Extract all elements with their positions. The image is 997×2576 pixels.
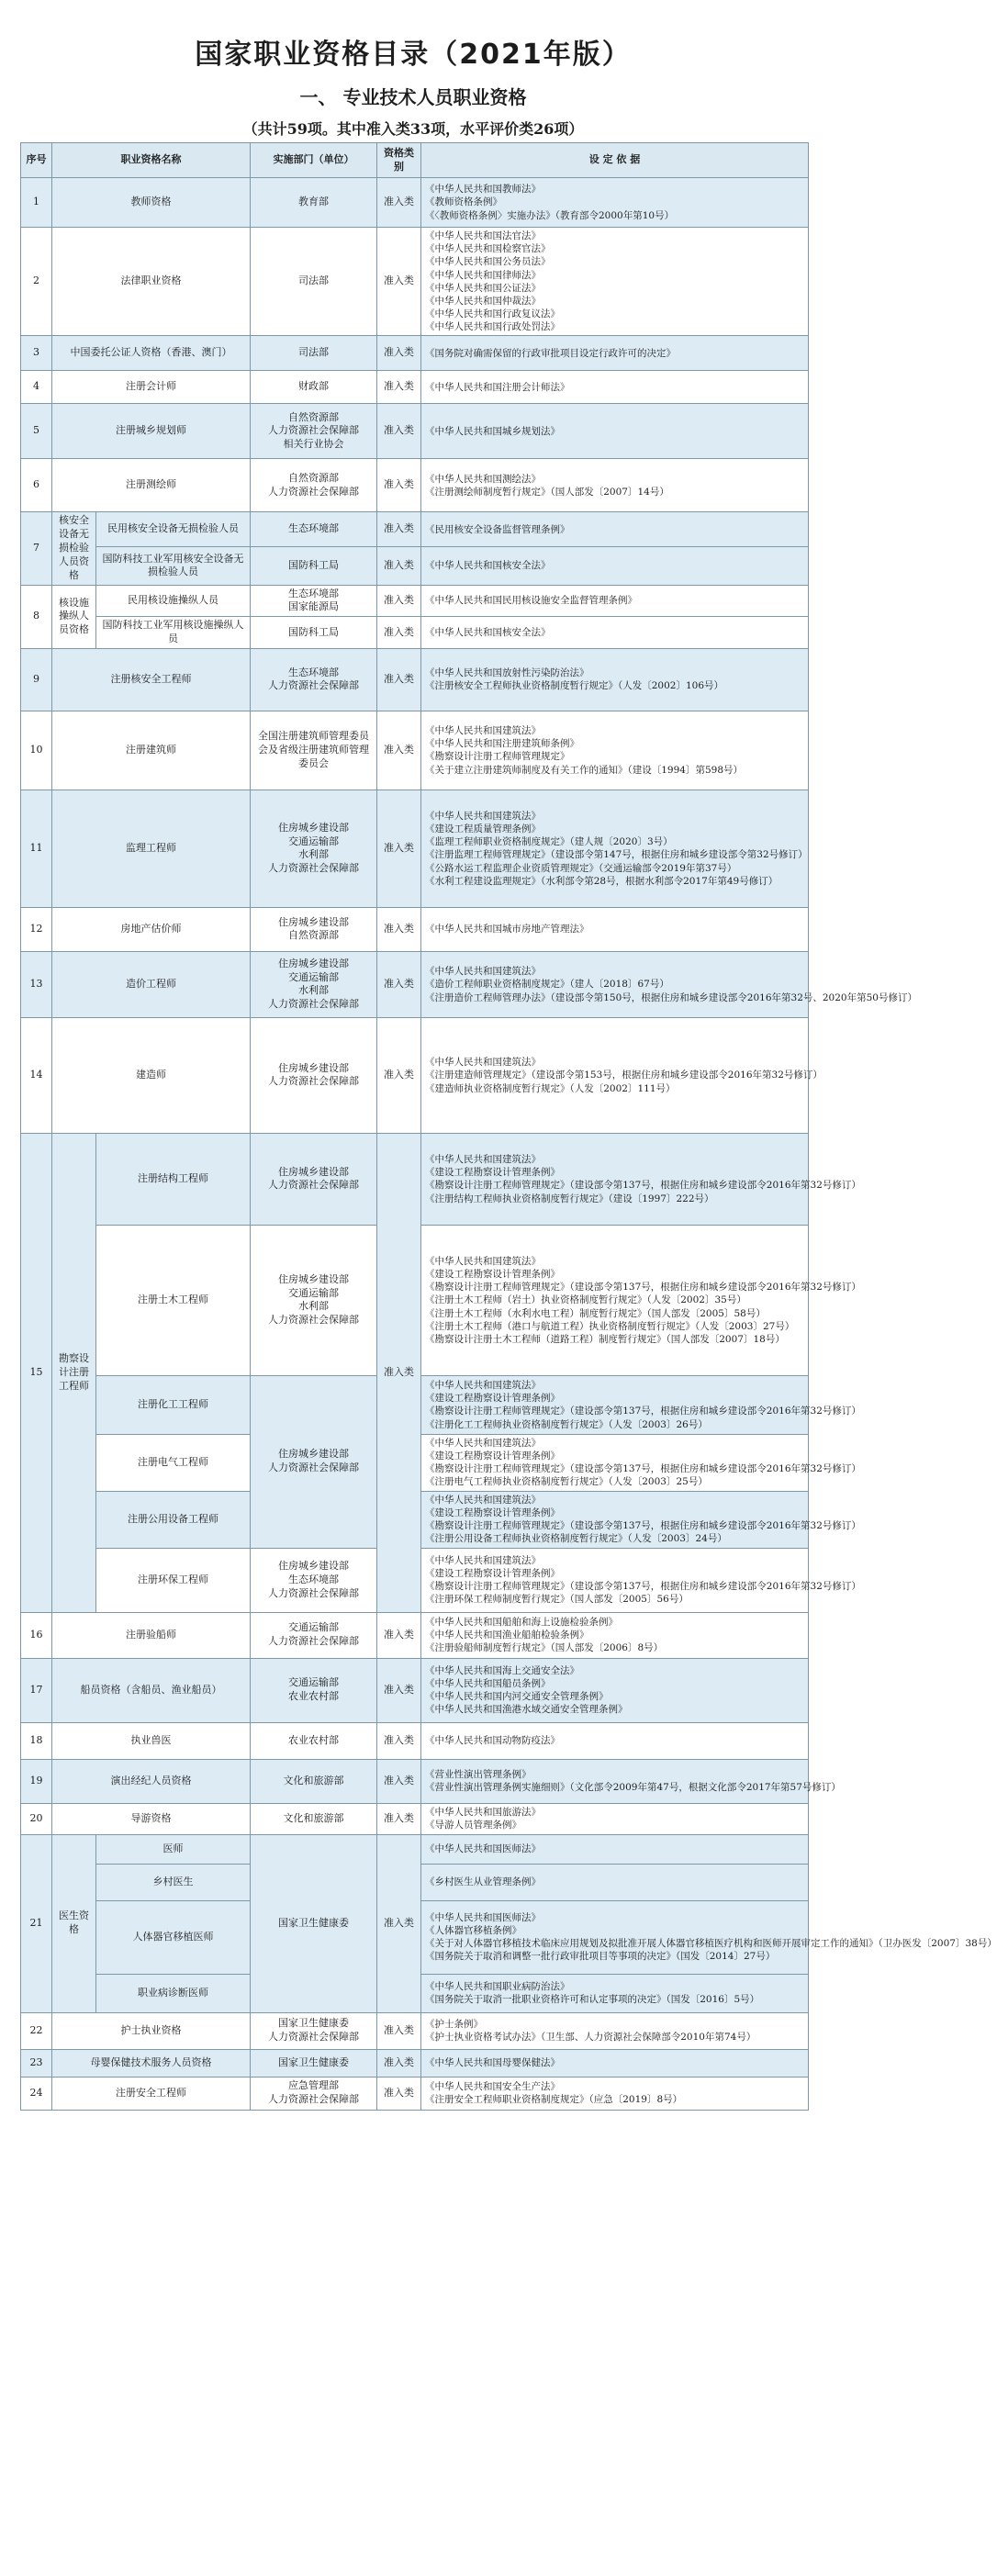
department: 全国注册建筑师管理委员会及省级注册建筑师管理委员会: [251, 711, 377, 790]
row-number: 16: [21, 1612, 52, 1658]
table-row: [21, 648, 809, 711]
table-row: [21, 1017, 809, 1133]
basis-line: 《中华人民共和国建筑法》: [425, 810, 541, 822]
department: 国家卫生健康委 人力资源社会保障部: [251, 2012, 377, 2049]
basis-cell: [421, 1658, 809, 1722]
basis-cell: [421, 2077, 809, 2110]
col-header-basis: 设 定 依 据: [421, 143, 809, 178]
qualification-name: 执业兽医: [52, 1722, 251, 1759]
qualification-type: 准入类: [377, 1133, 421, 1612]
basis-line: 《中华人民共和国公务员法》: [425, 256, 551, 268]
basis-cell: [421, 951, 917, 1017]
basis-line: 《中华人民共和国检察官法》: [425, 243, 551, 255]
basis-cell: [421, 1900, 997, 1974]
table-row: [21, 2077, 809, 2110]
qualification-type: 准入类: [377, 178, 421, 228]
table-row: [21, 951, 809, 1017]
basis-cell: [421, 790, 809, 907]
basis-cell: [421, 648, 809, 711]
table-row: [21, 336, 809, 371]
basis-cell: [421, 336, 809, 371]
basis-line: 《监理工程师职业资格制度规定》（建人规〔2020〕3号）: [425, 836, 673, 848]
basis-line: 《勘察设计注册工程师管理规定》（建设部令第137号，根据住房和城乡建设部令2016年第32号修订）: [425, 1463, 861, 1475]
basis-line: 《造价工程师职业资格制度规定》（建人〔2018〕67号）: [425, 979, 669, 991]
basis-line: 《勘察设计注册工程师管理规定》（建设部令第137号，根据住房和城乡建设部令2016年第32号修订）: [425, 1581, 861, 1593]
qualification-name: 国防科技工业军用核安全设备无损检验人员: [96, 547, 251, 585]
department: 司法部: [251, 228, 377, 336]
qualification-name: 注册城乡规划师: [52, 404, 251, 459]
basis-line: 《建设工程勘察设计管理条例》: [425, 1269, 560, 1281]
row-number: 18: [21, 1722, 52, 1759]
qualification-type: 准入类: [377, 228, 421, 336]
qualification-type: 准入类: [377, 617, 421, 649]
row-number: 8: [21, 585, 52, 648]
basis-line: 《注册环保工程师制度暂行规定》（国人部发〔2005〕56号）: [425, 1594, 689, 1606]
qualification-name: 民用核设施操纵人员: [96, 585, 251, 617]
col-header-type: 资格类别: [377, 143, 421, 178]
qualification-type: 准入类: [377, 547, 421, 585]
basis-cell: [421, 459, 809, 512]
qualification-type: 准入类: [377, 512, 421, 547]
basis-line: 《国务院关于取消和调整一批行政审批项目等事项的决定》（国发〔2014〕27号）: [425, 1951, 776, 1963]
basis-line: 《中华人民共和国母婴保健法》: [425, 2057, 560, 2069]
table-row: [21, 2049, 809, 2077]
basis-line: 《中华人民共和国建筑法》: [425, 1057, 541, 1069]
basis-line: 《〈教师资格条例〉实施办法》（教育部令2000年第10号）: [425, 209, 675, 221]
table-row: [21, 907, 809, 951]
basis-line: 《中华人民共和国行政处罚法》: [425, 321, 560, 333]
department: 司法部: [251, 336, 377, 371]
basis-cell: [421, 2012, 809, 2049]
basis-line: 《建设工程勘察设计管理条例》: [425, 1567, 560, 1579]
basis-line: 《建设工程勘察设计管理条例》: [425, 1506, 560, 1518]
basis-line: 《注册土木工程师（港口与航道工程）执业资格制度暂行规定》（人发〔2003〕27号）: [425, 1320, 795, 1332]
basis-cell: [421, 1491, 861, 1548]
department: 住房城乡建设部 人力资源社会保障部: [251, 1017, 377, 1133]
department: 住房城乡建设部 人力资源社会保障部: [251, 1375, 377, 1548]
basis-line: 《中华人民共和国建筑法》: [425, 1380, 541, 1392]
col-header-dept: 实施部门（单位）: [251, 143, 377, 178]
basis-line: 《注册建造师管理规定》（建设部令第153号，根据住房和城乡建设部令2016年第32号修订）: [425, 1070, 823, 1081]
basis-cell: [421, 1434, 861, 1491]
basis-line: 《注册核安全工程师执业资格制度暂行规定》（人发〔2002〕106号）: [425, 680, 724, 692]
qualification-name: 注册电气工程师: [96, 1434, 251, 1491]
row-number: 24: [21, 2077, 52, 2110]
qualification-name: 监理工程师: [52, 790, 251, 907]
basis-line: 《中华人民共和国注册建筑师条例》: [425, 738, 579, 750]
basis-cell: [421, 1803, 809, 1834]
basis-line: 《勘察设计注册工程师管理规定》: [425, 751, 570, 763]
basis-line: 《民用核安全设备监督管理条例》: [425, 523, 570, 535]
table-row: [21, 371, 809, 404]
qualification-name: 造价工程师: [52, 951, 251, 1017]
basis-line: 《注册监理工程师管理规定》（建设部令第147号，根据住房和城乡建设部令第32号修订）: [425, 849, 808, 861]
department: 财政部: [251, 371, 377, 404]
basis-line: 《勘察设计注册工程师管理规定》（建设部令第137号，根据住房和城乡建设部令2016年第32号修订）: [425, 1406, 861, 1417]
department: 住房城乡建设部 自然资源部: [251, 907, 377, 951]
basis-cell: [421, 711, 809, 790]
basis-line: 《公路水运工程监理企业资质管理规定》（交通运输部令2019年第37号）: [425, 862, 737, 874]
row-number: 21: [21, 1834, 52, 2012]
basis-line: 《注册验船师制度暂行规定》（国人部发〔2006〕8号）: [425, 1642, 664, 1654]
qualification-name: 注册公用设备工程师: [96, 1491, 251, 1548]
table-row: [21, 1759, 809, 1803]
qualification-type: 准入类: [377, 1017, 421, 1133]
row-number: 9: [21, 648, 52, 711]
department: 住房城乡建设部 交通运输部 水利部 人力资源社会保障部: [251, 1225, 377, 1375]
qualification-name: 医师: [96, 1834, 251, 1864]
qualification-name: 导游资格: [52, 1803, 251, 1834]
basis-line: 《注册化工工程师执业资格制度暂行规定》（人发〔2003〕26号）: [425, 1418, 708, 1430]
row-number: 2: [21, 228, 52, 336]
table-row: [21, 404, 809, 459]
table-row: [21, 1133, 809, 1225]
basis-line: 《中华人民共和国公证法》: [425, 282, 541, 294]
basis-cell: [421, 1722, 809, 1759]
basis-line: 《建设工程勘察设计管理条例》: [425, 1167, 560, 1179]
basis-line: 《注册安全工程师职业资格制度规定》（应急〔2019〕8号）: [425, 2094, 683, 2106]
table-row: [21, 1834, 809, 1864]
basis-line: 《中华人民共和国建筑法》: [425, 1437, 541, 1449]
basis-line: 《中华人民共和国法官法》: [425, 230, 541, 241]
basis-line: 《注册造价工程师管理办法》（建设部令第150号，根据住房和城乡建设部令2016年第32号、2020年第50号修订）: [425, 991, 917, 1003]
basis-line: 《建设工程质量管理条例》: [425, 823, 541, 835]
department: 交通运输部 农业农村部: [251, 1658, 377, 1722]
table-header-row: [21, 143, 809, 178]
basis-line: 《中华人民共和国建筑法》: [425, 1255, 541, 1267]
basis-cell: [421, 2049, 809, 2077]
basis-cell: [421, 1834, 809, 1864]
qualification-name: 法律职业资格: [52, 228, 251, 336]
basis-cell: [421, 1133, 861, 1225]
group-name: 核设施操纵人员资格: [52, 585, 96, 648]
qualification-type: 准入类: [377, 1658, 421, 1722]
department: 农业农村部: [251, 1722, 377, 1759]
qualification-name: 注册化工工程师: [96, 1375, 251, 1434]
row-number: 5: [21, 404, 52, 459]
basis-line: 《中华人民共和国建筑法》: [425, 1494, 541, 1506]
qualification-name: 中国委托公证人资格（香港、澳门）: [52, 336, 251, 371]
group-name: 医生资格: [52, 1834, 96, 2012]
row-number: 12: [21, 907, 52, 951]
qualification-type: 准入类: [377, 404, 421, 459]
basis-line: 《营业性演出管理条例》: [425, 1768, 532, 1780]
table-row: [21, 228, 809, 336]
table-row: [21, 790, 809, 907]
basis-cell: [421, 907, 809, 951]
section-summary: （共计59项。其中准入类33项，水平评价类26项）: [242, 120, 584, 138]
basis-line: 《中华人民共和国船员条例》: [425, 1677, 551, 1689]
basis-cell: [421, 404, 809, 459]
row-number: 23: [21, 2049, 52, 2077]
basis-line: 《教师资格条例》: [425, 196, 502, 208]
department: 文化和旅游部: [251, 1803, 377, 1834]
group-name: 核安全设备无损检验人员资格: [52, 512, 96, 585]
department: 住房城乡建设部 交通运输部 水利部 人力资源社会保障部: [251, 951, 377, 1017]
table-row: [21, 459, 809, 512]
row-number: 20: [21, 1803, 52, 1834]
basis-line: 《中华人民共和国城市房地产管理法》: [425, 924, 589, 935]
qualification-type: 准入类: [377, 711, 421, 790]
qualification-name: 注册安全工程师: [52, 2077, 251, 2110]
table-row: [21, 512, 809, 547]
basis-line: 《勘察设计注册土木工程师（道路工程）制度暂行规定》（国人部发〔2007〕18号）: [425, 1333, 785, 1345]
basis-line: 《中华人民共和国旅游法》: [425, 1806, 541, 1818]
basis-line: 《中华人民共和国放射性污染防治法》: [425, 667, 589, 679]
basis-line: 《中华人民共和国注册会计师法》: [425, 381, 570, 393]
department: 生态环境部 国家能源局: [251, 585, 377, 617]
basis-line: 《中华人民共和国测绘法》: [425, 473, 541, 485]
basis-line: 《人体器官移植条例》: [425, 1924, 521, 1936]
qualification-name: 乡村医生: [96, 1864, 251, 1900]
basis-cell: [421, 1017, 823, 1133]
row-number: 3: [21, 336, 52, 371]
row-number: 11: [21, 790, 52, 907]
basis-line: 《中华人民共和国动物防疫法》: [425, 1735, 560, 1747]
table-row: [21, 1612, 809, 1658]
department: 国防科工局: [251, 617, 377, 649]
qualification-type: 准入类: [377, 371, 421, 404]
qualification-type: 准入类: [377, 2012, 421, 2049]
basis-line: 《水利工程建设监理规定》（水利部令第28号，根据水利部令2017年第49号修订）: [425, 875, 779, 887]
row-number: 4: [21, 371, 52, 404]
basis-line: 《勘察设计注册工程师管理规定》（建设部令第137号，根据住房和城乡建设部令2016年第32号修订）: [425, 1180, 861, 1192]
document-title: 国家职业资格目录（2021年版）: [195, 39, 632, 71]
department: 国家卫生健康委: [251, 1834, 377, 2012]
basis-line: 《中华人民共和国城乡规划法》: [425, 425, 560, 437]
department: 国防科工局: [251, 547, 377, 585]
qualification-type: 准入类: [377, 1803, 421, 1834]
basis-line: 《中华人民共和国律师法》: [425, 269, 541, 281]
basis-line: 《中华人民共和国民用核设施安全监督管理条例》: [425, 595, 637, 607]
qualification-name: 演出经纪人员资格: [52, 1759, 251, 1803]
basis-cell: [421, 228, 809, 336]
qualification-name: 注册结构工程师: [96, 1133, 251, 1225]
qualification-name: 注册建筑师: [52, 711, 251, 790]
basis-line: 《勘察设计注册工程师管理规定》（建设部令第137号，根据住房和城乡建设部令2016年第32号修订）: [425, 1520, 861, 1532]
basis-line: 《中华人民共和国建筑法》: [425, 725, 541, 737]
basis-line: 《注册土木工程师（水利水电工程）制度暂行规定》（国人部发〔2005〕58号）: [425, 1307, 766, 1319]
basis-line: 《中华人民共和国医师法》: [425, 1911, 541, 1923]
basis-line: 《建造师执业资格制度暂行规定》（人发〔2002〕111号）: [425, 1082, 676, 1094]
basis-line: 《国务院关于取消一批职业资格许可和认定事项的决定》（国发〔2016〕5号）: [425, 1994, 760, 2006]
basis-cell: [421, 1759, 841, 1803]
basis-cell: [421, 371, 809, 404]
qualification-type: 准入类: [377, 1612, 421, 1658]
basis-line: 《中华人民共和国建筑法》: [425, 966, 541, 978]
basis-line: 《关于对人体器官移植技术临床应用规划及拟批准开展人体器官移植医疗机构和医师开展审定工作的通知》（卫办医发〔2007〕38号）: [425, 1938, 997, 1950]
qualification-type: 准入类: [377, 1834, 421, 2012]
basis-cell: [421, 178, 809, 228]
qualification-name: 注册核安全工程师: [52, 648, 251, 711]
basis-line: 《中华人民共和国建筑法》: [425, 1154, 541, 1166]
basis-line: 《护士条例》: [425, 2018, 483, 2030]
qualification-name: 母婴保健技术服务人员资格: [52, 2049, 251, 2077]
table-row: [21, 1803, 809, 1834]
qualification-type: 准入类: [377, 951, 421, 1017]
department: 交通运输部 人力资源社会保障部: [251, 1612, 377, 1658]
basis-line: 《中华人民共和国船舶和海上设施检验条例》: [425, 1616, 618, 1628]
table-row: [21, 178, 809, 228]
qualification-name: 护士执业资格: [52, 2012, 251, 2049]
basis-line: 《中华人民共和国海上交通安全法》: [425, 1664, 579, 1676]
qualification-type: 准入类: [377, 336, 421, 371]
basis-line: 《中华人民共和国核安全法》: [425, 627, 551, 639]
basis-cell: [421, 1864, 809, 1900]
department: 生态环境部 人力资源社会保障部: [251, 648, 377, 711]
department: 自然资源部 人力资源社会保障部 相关行业协会: [251, 404, 377, 459]
basis-line: 《中华人民共和国医师法》: [425, 1843, 541, 1855]
qualification-name: 注册测绘师: [52, 459, 251, 512]
qualification-type: 准入类: [377, 907, 421, 951]
basis-cell: [421, 1612, 809, 1658]
basis-line: 《中华人民共和国行政复议法》: [425, 308, 560, 320]
table-row: [21, 617, 809, 649]
basis-line: 《营业性演出管理条例实施细则》（文化部令2009年第47号，根据文化部令2017年第57号修订）: [425, 1782, 841, 1794]
table-row: [21, 2012, 809, 2049]
table-row: [21, 1722, 809, 1759]
basis-cell: [421, 1974, 809, 2012]
basis-line: 《注册公用设备工程师执业资格制度暂行规定》（人发〔2003〕24号）: [425, 1533, 727, 1545]
qualification-name: 注册土木工程师: [96, 1225, 251, 1375]
qualification-name: 注册验船师: [52, 1612, 251, 1658]
basis-line: 《中华人民共和国渔港水域交通安全管理条例》: [425, 1704, 628, 1716]
basis-line: 《注册测绘师制度暂行规定》（国人部发〔2007〕14号）: [425, 486, 669, 498]
qualification-type: 准入类: [377, 2077, 421, 2110]
department: 住房城乡建设部 人力资源社会保障部: [251, 1133, 377, 1225]
basis-line: 《中华人民共和国教师法》: [425, 184, 541, 196]
basis-line: 《中华人民共和国仲裁法》: [425, 295, 541, 307]
col-header-name: 职业资格名称: [52, 143, 251, 178]
basis-line: 《护士执业资格考试办法》（卫生部、人力资源社会保障部令2010年第74号）: [425, 2032, 756, 2044]
row-number: 13: [21, 951, 52, 1017]
basis-cell: [421, 617, 809, 649]
basis-cell: [421, 1225, 861, 1375]
basis-line: 《勘察设计注册工程师管理规定》（建设部令第137号，根据住房和城乡建设部令2016年第32号修订）: [425, 1282, 861, 1294]
group-name: 勘察设计注册工程师: [52, 1133, 96, 1612]
row-number: 10: [21, 711, 52, 790]
qualification-name: 建造师: [52, 1017, 251, 1133]
department: 教育部: [251, 178, 377, 228]
col-header-no: 序号: [21, 143, 52, 178]
basis-line: 《乡村医生从业管理条例》: [425, 1876, 541, 1888]
basis-line: 《关于建立注册建筑师制度及有关工作的通知》（建设〔1994〕第598号）: [425, 764, 744, 776]
basis-line: 《中华人民共和国安全生产法》: [425, 2080, 560, 2092]
qualification-name: 注册会计师: [52, 371, 251, 404]
row-number: 1: [21, 178, 52, 228]
department: 自然资源部 人力资源社会保障部: [251, 459, 377, 512]
basis-line: 《注册电气工程师执业资格制度暂行规定》（人发〔2003〕25号）: [425, 1476, 708, 1488]
table-row: [21, 585, 809, 617]
qualification-type: 准入类: [377, 459, 421, 512]
qualification-type: 准入类: [377, 2049, 421, 2077]
table-row: [21, 1658, 809, 1722]
basis-cell: [421, 585, 809, 617]
basis-line: 《中华人民共和国核安全法》: [425, 560, 551, 572]
row-number: 22: [21, 2012, 52, 2049]
basis-line: 《建设工程勘察设计管理条例》: [425, 1393, 560, 1405]
section-heading: 一、 专业技术人员职业资格: [299, 86, 527, 108]
qualification-name: 人体器官移植医师: [96, 1900, 251, 1974]
basis-line: 《导游人员管理条例》: [425, 1820, 521, 1831]
table-row: [21, 711, 809, 790]
row-number: 15: [21, 1133, 52, 1612]
document-header: [0, 0, 826, 165]
basis-line: 《注册结构工程师执业资格制度暂行规定》（建设〔1997〕222号）: [425, 1193, 714, 1204]
row-number: 7: [21, 512, 52, 585]
basis-line: 《中华人民共和国内河交通安全管理条例》: [425, 1691, 609, 1703]
basis-cell: [421, 547, 809, 585]
qualification-name: 职业病诊断医师: [96, 1974, 251, 2012]
qualification-name: 船员资格（含船员、渔业船员）: [52, 1658, 251, 1722]
basis-cell: [421, 1375, 861, 1434]
basis-cell: [421, 512, 809, 547]
qualification-name: 国防科技工业军用核设施操纵人员: [96, 617, 251, 649]
department: 应急管理部 人力资源社会保障部: [251, 2077, 377, 2110]
basis-line: 《建设工程勘察设计管理条例》: [425, 1450, 560, 1462]
qualification-name: 民用核安全设备无损检验人员: [96, 512, 251, 547]
qualification-type: 准入类: [377, 790, 421, 907]
department: 文化和旅游部: [251, 1759, 377, 1803]
basis-line: 《中华人民共和国建筑法》: [425, 1554, 541, 1566]
row-number: 14: [21, 1017, 52, 1133]
basis-line: 《中华人民共和国渔业船舶检验条例》: [425, 1630, 589, 1641]
qualification-type: 准入类: [377, 648, 421, 711]
qualification-name: 教师资格: [52, 178, 251, 228]
basis-line: 《国务院对确需保留的行政审批项目设定行政许可的决定》: [425, 347, 676, 359]
row-number: 17: [21, 1658, 52, 1722]
qualification-name: 房地产估价师: [52, 907, 251, 951]
qualification-type: 准入类: [377, 585, 421, 617]
basis-line: 《中华人民共和国职业病防治法》: [425, 1980, 570, 1992]
basis-cell: [421, 1548, 861, 1612]
department: 国家卫生健康委: [251, 2049, 377, 2077]
qualification-name: 注册环保工程师: [96, 1548, 251, 1612]
department: 生态环境部: [251, 512, 377, 547]
department: 住房城乡建设部 交通运输部 水利部 人力资源社会保障部: [251, 790, 377, 907]
row-number: 6: [21, 459, 52, 512]
qualification-type: 准入类: [377, 1722, 421, 1759]
qualification-table: [20, 142, 997, 2111]
table-row: [21, 547, 809, 585]
basis-line: 《注册土木工程师（岩土）执业资格制度暂行规定》（人发〔2002〕35号）: [425, 1294, 746, 1306]
department: 住房城乡建设部 生态环境部 人力资源社会保障部: [251, 1548, 377, 1612]
qualification-type: 准入类: [377, 1759, 421, 1803]
row-number: 19: [21, 1759, 52, 1803]
